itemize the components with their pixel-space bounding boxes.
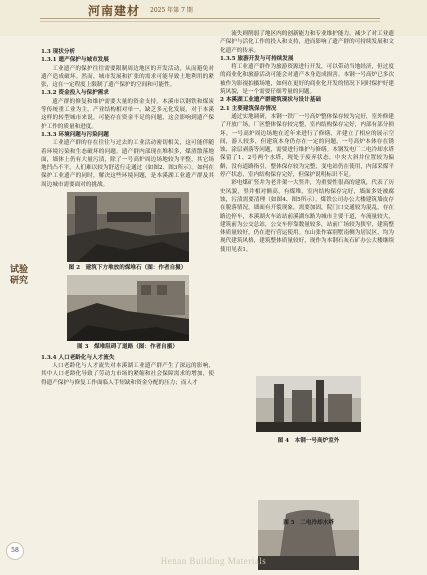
figure-5-caption: 图 5 二电冷却水塔 [283,520,334,526]
column-right [220,30,394,254]
paragraph-1-3-2: 遗产群的修复和维护需要大量的资金支持。本溪市以钢铁和煤炭等传统重工业为主，产业结构相对单一，缺乏多元化发展。对于本溪这样的转型城市来说，可能存在资金不足的问题，这会影响到遗产保护工作的质量和进度。 [41,98,214,130]
heading-1-3-2: 1.3.2 资金投入与保护需求 [41,90,109,97]
sidebar-section-label: 试验研究 [10,265,29,286]
figure-2-caption: 图 2 建筑下方堆放的煤堆石（图：作者自摄） [68,265,187,272]
paragraph-2-1-a: 通过实地调研，本钢一铁厂一号高炉整体保存较为完好，室外修建了开放广场，厂区整体保存较完整，室内结构保存完好，内部有部分损坏。一号高炉周边场地在近年来进行了修缮，并建立了相应的展示空间，游人较多，但建筑本身仍存在一定的问题，一号高炉本体存在锈蚀、涂层剥落等问题，需要进行维护与修缮。本钢发电厂二电冷却水塔保留了1、2号两个水塔，现处于废弃状态。中央大斜井位置较为偏僻，没有道路指引，整体保存较为完整，变电站仍在使用，内部采煤平停产状态，室内结构保存完好，但保护说明标识不足。 [220,113,394,179]
figure-4-caption: 图 4 本钢一号高炉室外 [277,438,340,444]
heading-2-1: 2.1 主要建筑保存情况 [220,105,277,112]
heading-1-3-5: 1.3.5 旅游开发与可持续发展 [220,55,294,62]
heading-1-3-3: 1.3.3 环境问题与污染问题 [41,131,109,138]
paragraph-1-3-5: 将工业遗产群作为旅游资源进行开发，可以带动当地经济，但过度的商业化和旅游活动可能会对遗产本身造成损害。本钢一号高炉已多次被作为影视拍摄场地，如何在更好的商业化开发的情况下同时保护好建筑风貌，是一个需要仔细考量的问题。 [220,64,394,96]
heading-2: 2 本溪湖工业遗产群建筑现状与设计基础 [220,97,321,104]
footer-title: Henan Building Materials [160,556,267,566]
page-number: 58 [6,542,24,560]
figure-3-photo [67,275,189,341]
header-rule-secondary [40,21,380,22]
paragraph-1-3-1: 工业遗产的保护往往需要限制周边地区的开发活动，从而避免对遗产造成破坏。然而，城市发展和扩张的需求可能导致土地利用的紧张，这在一定程度上限制了遗产保护的空间和可能性。 [41,65,214,89]
figure-2-photo [67,192,189,262]
paragraph-1-3-3: 工业遗产群的存在往往与过去的工业活动密切相关，这可能伴随着环境污染和生态破坏的问题。遗产群内部现在堆积多，煤渣散落地面，墙体上仍有大量污渍，除了一号高炉周边场地较为平整，其它场地凹凸不平，人们难以较为舒适行走通过（如图2、图3所示）。如何在保护工业遗产的同时，解决这些环境问题，是本溪湖工业遗产群及其周边城市需要面对的挑战。 [41,140,214,188]
column-left [41,48,214,387]
paragraph-continued: 流失则削弱了地区内的创新能力和专业维护能力，减少了对工业遗产保护与活化工作的投入和支持，进而影响了遗产群的可持续发展和文化遗产的传承。 [220,31,394,54]
heading-1-3-1: 1.3.1 遗产保护与城市发展 [41,57,109,64]
heading-1-3: 1.3 现状分析 [41,49,76,55]
paragraph-2-1-b: 彩电煤矿竖井为老井架一大竖井，为重要性很高的建筑，代表了历史风貌，竖井相对额高，有煤堆，室内结构保存完好，墙面多处被腐蚀，污渍需要清理（如图4、图5所示）。煤铁公司办公大楼建筑墙皮存在脱落情况，墙面有开裂现象，需要加固，院门口交通较为混乱，存在路边停车，本溪湖火车站站前溪湖东路为城市主要干道，车流量较大，建筑前为公交总站，公交车停靠数量较多，站前广场较为狭窄，建筑整体质量较好，仍在进行营运使用。东山张作霖别墅南侧为居民区，均为现代建筑风格，建筑整体质量较好，现作为本钢石灰石矿办公大楼继续使用见表1。 [220,180,394,253]
journal-title: 河南建材 [88,4,141,18]
issue-label: 2025 年第 7 期 [150,7,193,14]
figure-3-caption: 图 3 煤堆阻碍了道路（图：作者自摄） [77,344,178,351]
paragraph-1-3-4: 人口老龄化与人才流失对本溪湖工业遗产群产生了深远的影响，其中人口老龄化导致了劳动力市场的紧缩和社会保障需求的增加，使得遗产保护与修复工作面临人手短缺和资金分配的压力；而人才 [41,362,214,386]
figure-4-photo [256,376,361,432]
header-rule [40,18,380,19]
heading-1-3-4: 1.3.4 人口老龄化与人才流失 [41,354,115,361]
